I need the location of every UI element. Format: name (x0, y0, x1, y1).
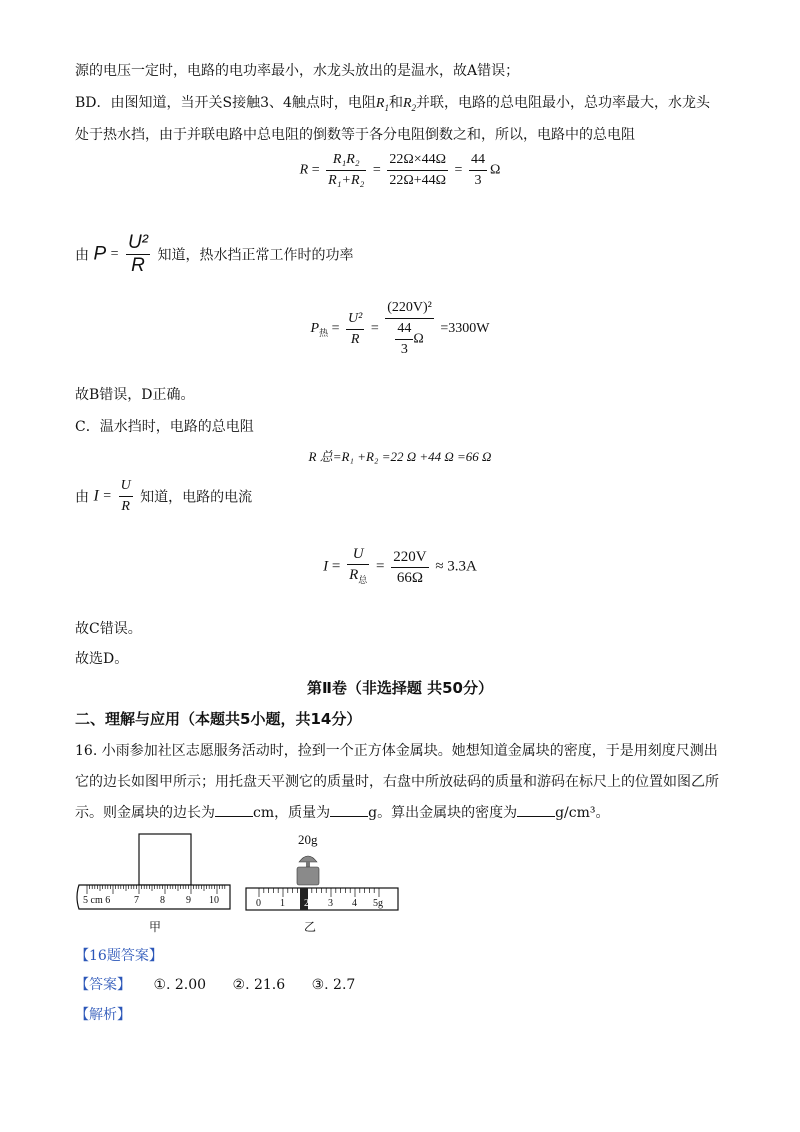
eq4-result: ≈ 3.3A (435, 558, 477, 575)
eq4-frac-1: $\frac{U}{R_总}$ (349, 546, 368, 585)
answer-item-3: ③. 2.7 (311, 977, 356, 993)
figure-yi (242, 832, 402, 937)
weight-knob (299, 856, 317, 862)
text-line-4b: 知道，热水挡正常工作时的功率 (157, 247, 354, 264)
text-line-2c: 并联，电路的总电阻最小，总功率最大，水龙头 (416, 95, 711, 111)
text-line-9: 故选D。 (75, 651, 129, 667)
weight-body (297, 867, 319, 885)
question-line-3d: g/cm³。 (555, 805, 610, 821)
eq4-frac-2: $\frac{220V}{66\Omega}$ (393, 548, 427, 586)
metal-cube (139, 834, 191, 885)
equation-warm-resistance: R 总=R₁ +R₂ =22 Ω +44 Ω =66 Ω (308, 449, 492, 464)
text-line-2 (75, 92, 710, 119)
equation-total-resistance: R = $\frac{\text{R₁R₂}}{\text{R₁+R₂}}$ = $\frac{22\Omega\times 44\Omega}{22\Omega+44\Omega}$ = $\frac{44}{3}$ Ω (0, 150, 800, 191)
text-line-7: 由 I = $\frac{U}{R}$ 知道，电路的电流 (75, 476, 252, 517)
eq1-frac-1: $\frac{\text{R₁R₂}}{\text{R₁+R₂}}$ (328, 152, 365, 188)
text-line-4: 由 P = $\frac{\text{U²}}{R}$ 知道，热水挡正常工作时的功率 (75, 232, 354, 276)
scale-label-2: 2 (304, 898, 309, 909)
text-line-6: C．温水挡时，电路的总电阻 (75, 419, 254, 435)
text-line-7b: 知道，电路的电流 (140, 489, 253, 506)
figure-jia (75, 832, 235, 937)
answer-item-2: ②. 21.6 (232, 977, 286, 993)
equation-current: I = $\frac{U}{R_总}$ = $\frac{220V}{66\Omega}$ ≈ 3.3A (0, 544, 800, 590)
question-line-1: 16. 小雨参加社区志愿服务活动时，捡到一个正方体金属块。她想知道金属块的密度，于是用刻度尺测出 (75, 743, 718, 759)
section-title: 第Ⅱ卷（非选择题 共50分） (307, 679, 493, 697)
weight-neck (306, 862, 310, 867)
eq2-frac-1: $\frac{\text{U²}}{R}$ (348, 310, 363, 347)
eq1-frac-3: $\frac{44}{3}$ (470, 152, 485, 188)
ruler-label-5cm6: 5 cm 6 (83, 895, 111, 906)
power-formula-p: P (93, 243, 107, 265)
r1-symbol: $R_1$ (375, 96, 389, 113)
text-line-8: 故C错误。 (75, 621, 142, 637)
ruler-label-9: 9 (186, 895, 191, 906)
eq1-frac-2: $\frac{22\Omega\times 44\Omega}{22\Omega+44\Omega}$ (389, 152, 447, 188)
figure-jia-caption: 甲 (149, 920, 162, 934)
text-line-1: 源的电压一定时，电路的电功率最小，水龙头放出的是温水，故A错误； (75, 63, 520, 79)
eq4-lhs: I (323, 558, 329, 575)
question-line-3a: 示。则金属块的边长为 (75, 805, 215, 821)
r2-symbol: $R_2$ (402, 96, 417, 113)
power-formula-frac: $\frac{\text{U²}}{R}$ (127, 232, 149, 276)
text-line-7a: 由 (75, 489, 89, 506)
eq2-result: =3300W (440, 321, 490, 337)
text-line-4a: 由 (75, 247, 89, 264)
current-formula-frac: $\frac{U}{R}$ (120, 478, 131, 514)
answer-item-1: ①. 2.00 (153, 977, 207, 993)
question-line-2: 它的边长如图甲所示；用托盘天平测它的质量时，右盘中所放砝码的质量和游码在标尺上的位置如图乙所 (75, 774, 719, 790)
text-line-5: 故B错误，D正确。 (75, 387, 195, 403)
answer-label: 【答案】 (75, 977, 131, 993)
figure-yi-caption: 乙 (304, 920, 317, 934)
answer-blank-mass[interactable] (330, 802, 368, 817)
weight-label: 20g (298, 832, 318, 847)
eq2-lhs: P (310, 321, 320, 337)
ruler-label-8: 8 (160, 895, 165, 906)
ruler-label-10: 10 (209, 895, 219, 906)
scale-label-0: 0 (256, 898, 261, 909)
ruler-label-7: 7 (134, 895, 139, 906)
answer-line (75, 974, 355, 996)
text-line-2b: 和 (388, 95, 403, 111)
answer-blank-density[interactable] (517, 802, 555, 817)
analysis-label: 【解析】 (75, 1007, 131, 1023)
answer-blank-edge[interactable] (215, 802, 253, 817)
scale-label-3: 3 (328, 898, 333, 909)
question-line-3 (75, 802, 610, 824)
text-line-3: 处于热水挡，由于并联电路中总电阻的倒数等于各分电阻倒数之和，所以，电路中的总电阻 (75, 127, 635, 143)
eq2-frac-2: (220V)² $\frac{44}{3}$ Ω (387, 300, 432, 357)
scale-label-1: 1 (280, 898, 285, 909)
eq1-unit: Ω (489, 162, 501, 178)
eq1-lhs: R (299, 162, 309, 178)
scale-label-5g: 5g (373, 898, 383, 909)
question-line-3b: cm，质量为 (253, 805, 331, 821)
part-title: 二、理解与应用（本题共5小题，共14分） (75, 710, 362, 728)
current-formula-i: I (93, 487, 99, 505)
equation-hot-power: $P_热$ = $\frac{\text{U²}}{R}$ = (220V)² $\frac{44}{3}$ Ω =3300W (0, 298, 800, 360)
question-line-3c: g。算出金属块的密度为 (368, 805, 518, 821)
answer-tag: 【16题答案】 (75, 948, 163, 964)
scale-label-4: 4 (352, 898, 357, 909)
text-line-2a: BD．由图知道，当开关S接触3、4触点时，电阻 (75, 95, 376, 111)
